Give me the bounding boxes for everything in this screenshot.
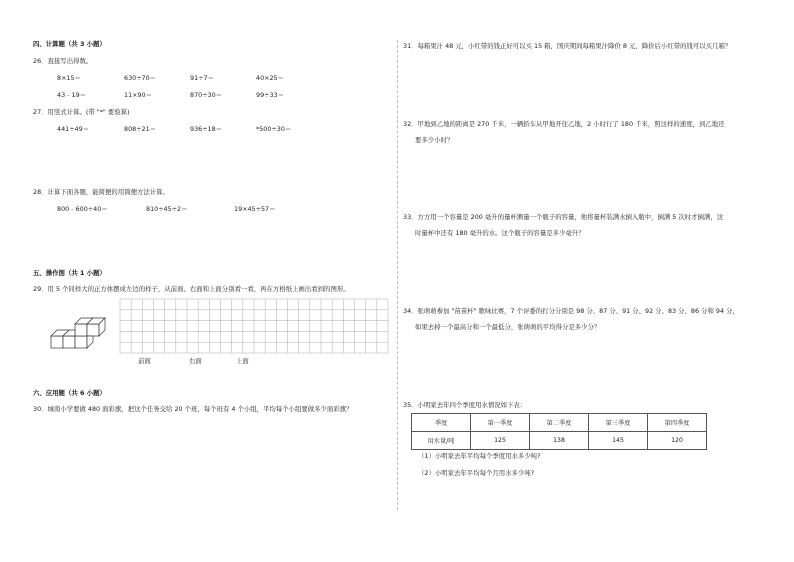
table-cell: 138: [530, 432, 589, 450]
q26-item: 870÷30＝: [190, 91, 223, 99]
q28-prompt: 28．计算下面各题，能简便的用简便方法计算。: [33, 188, 169, 196]
section4-heading: 四、计算题（共 3 小题）: [33, 40, 106, 48]
q31-prompt: 31．每箱果汁 48 元，小红带的钱正好可以买 15 箱，国庆期间每箱果汁降价 8 元，降价后小红带的钱可以买几箱？: [403, 42, 732, 50]
q26-item: 99÷33＝: [256, 91, 285, 99]
q29-label-right: 右面: [189, 357, 202, 365]
q27-item: 808÷21＝: [124, 125, 157, 133]
q35-sub2: （2）小明家去年平均每个月用水多少吨?: [418, 469, 535, 477]
q34-prompt-line1: 34．张萌萌参加 "苗苗杯" 歌咏比赛，7 个评委的打分分别是 98 分、87 分、91 分、92 分、83 分、86 分和 94 分，: [403, 307, 739, 315]
q33-prompt-line1: 33．方方用一个容量是 200 毫升的量杯测量一个瓶子的容量，他将量杯装满水倒入瓶中，倒满 5 次时才倒满，这: [403, 213, 724, 221]
section5-heading: 五、操作图（共 1 小题）: [33, 269, 106, 277]
table-header-cell: 第三季度: [589, 414, 648, 432]
q28-item: 800﹣600÷40＝: [57, 205, 108, 213]
table-header-cell: 第一季度: [471, 414, 530, 432]
q27-item: *500÷30＝: [256, 125, 292, 133]
q26-item: 630÷70＝: [124, 74, 157, 82]
cube-figure: [48, 313, 114, 351]
table-header-row: [412, 414, 707, 432]
q33-prompt-line2: 时量杯中还有 180 毫升的水。这个瓶子的容量是多少毫升？: [415, 229, 585, 237]
q27-item: 936÷18＝: [190, 125, 223, 133]
water-usage-table: [411, 413, 707, 450]
table-cell: 用水量/吨: [412, 432, 471, 450]
q26-item: 8×15＝: [57, 74, 81, 82]
q28-item: 810÷45÷2＝: [146, 205, 188, 213]
q32-prompt-line1: 32．甲地到乙地的距离是 270 千米，一辆轿车从甲地开往乙地，2 小时行了 180 千米，照这样的速度，到乙地还: [403, 120, 725, 128]
q29-label-front: 前面: [138, 357, 151, 365]
q27-prompt: 27．用竖式计算。(带 "*" 要验算): [33, 108, 130, 116]
q29-prompt: 29．用 5 个同样大的正方体摆成左边的样子，从前面、右面和上面分别看一看，再在方格纸上画出看到的图形。: [33, 285, 350, 293]
q30-prompt: 30．城南小学要做 480 面彩旗，把这个任务交给 20 个班，每个班有 4 个小组，平均每个小组要做多少面彩旗？: [33, 405, 353, 413]
table-header-cell: 季度: [412, 414, 471, 432]
q35-prompt: 35．小明家去年四个季度用水情况如下表：: [403, 401, 527, 409]
q35-sub1: （1）小明家去年平均每个季度用水多少吨?: [418, 452, 541, 460]
q26-item: 91÷7＝: [190, 74, 214, 82]
q26-item: 40×25＝: [256, 74, 285, 82]
grid-paper: [119, 298, 389, 354]
q26-item: 11×90＝: [124, 91, 153, 99]
q32-prompt-line2: 要多少小时？: [415, 136, 454, 144]
q26-item: 43﹣19＝: [57, 91, 87, 99]
q26-prompt: 26．直接写出得数。: [33, 57, 93, 65]
q27-item: 441÷49＝: [57, 125, 90, 133]
table-header-cell: 第二季度: [530, 414, 589, 432]
table-header-cell: 第四季度: [648, 414, 707, 432]
table-cell: 125: [471, 432, 530, 450]
column-divider: [397, 40, 398, 510]
table-cell: 145: [589, 432, 648, 450]
table-cell: 120: [648, 432, 707, 450]
q28-item: 19×45÷57＝: [234, 205, 276, 213]
table-row: [412, 432, 707, 450]
q29-label-top: 上面: [236, 357, 249, 365]
section6-heading: 六、应用题（共 6 小题）: [33, 389, 106, 397]
q34-prompt-line2: 如果去掉一个最高分和一个最低分，张萌萌的平均得分是多少分？: [415, 323, 601, 331]
